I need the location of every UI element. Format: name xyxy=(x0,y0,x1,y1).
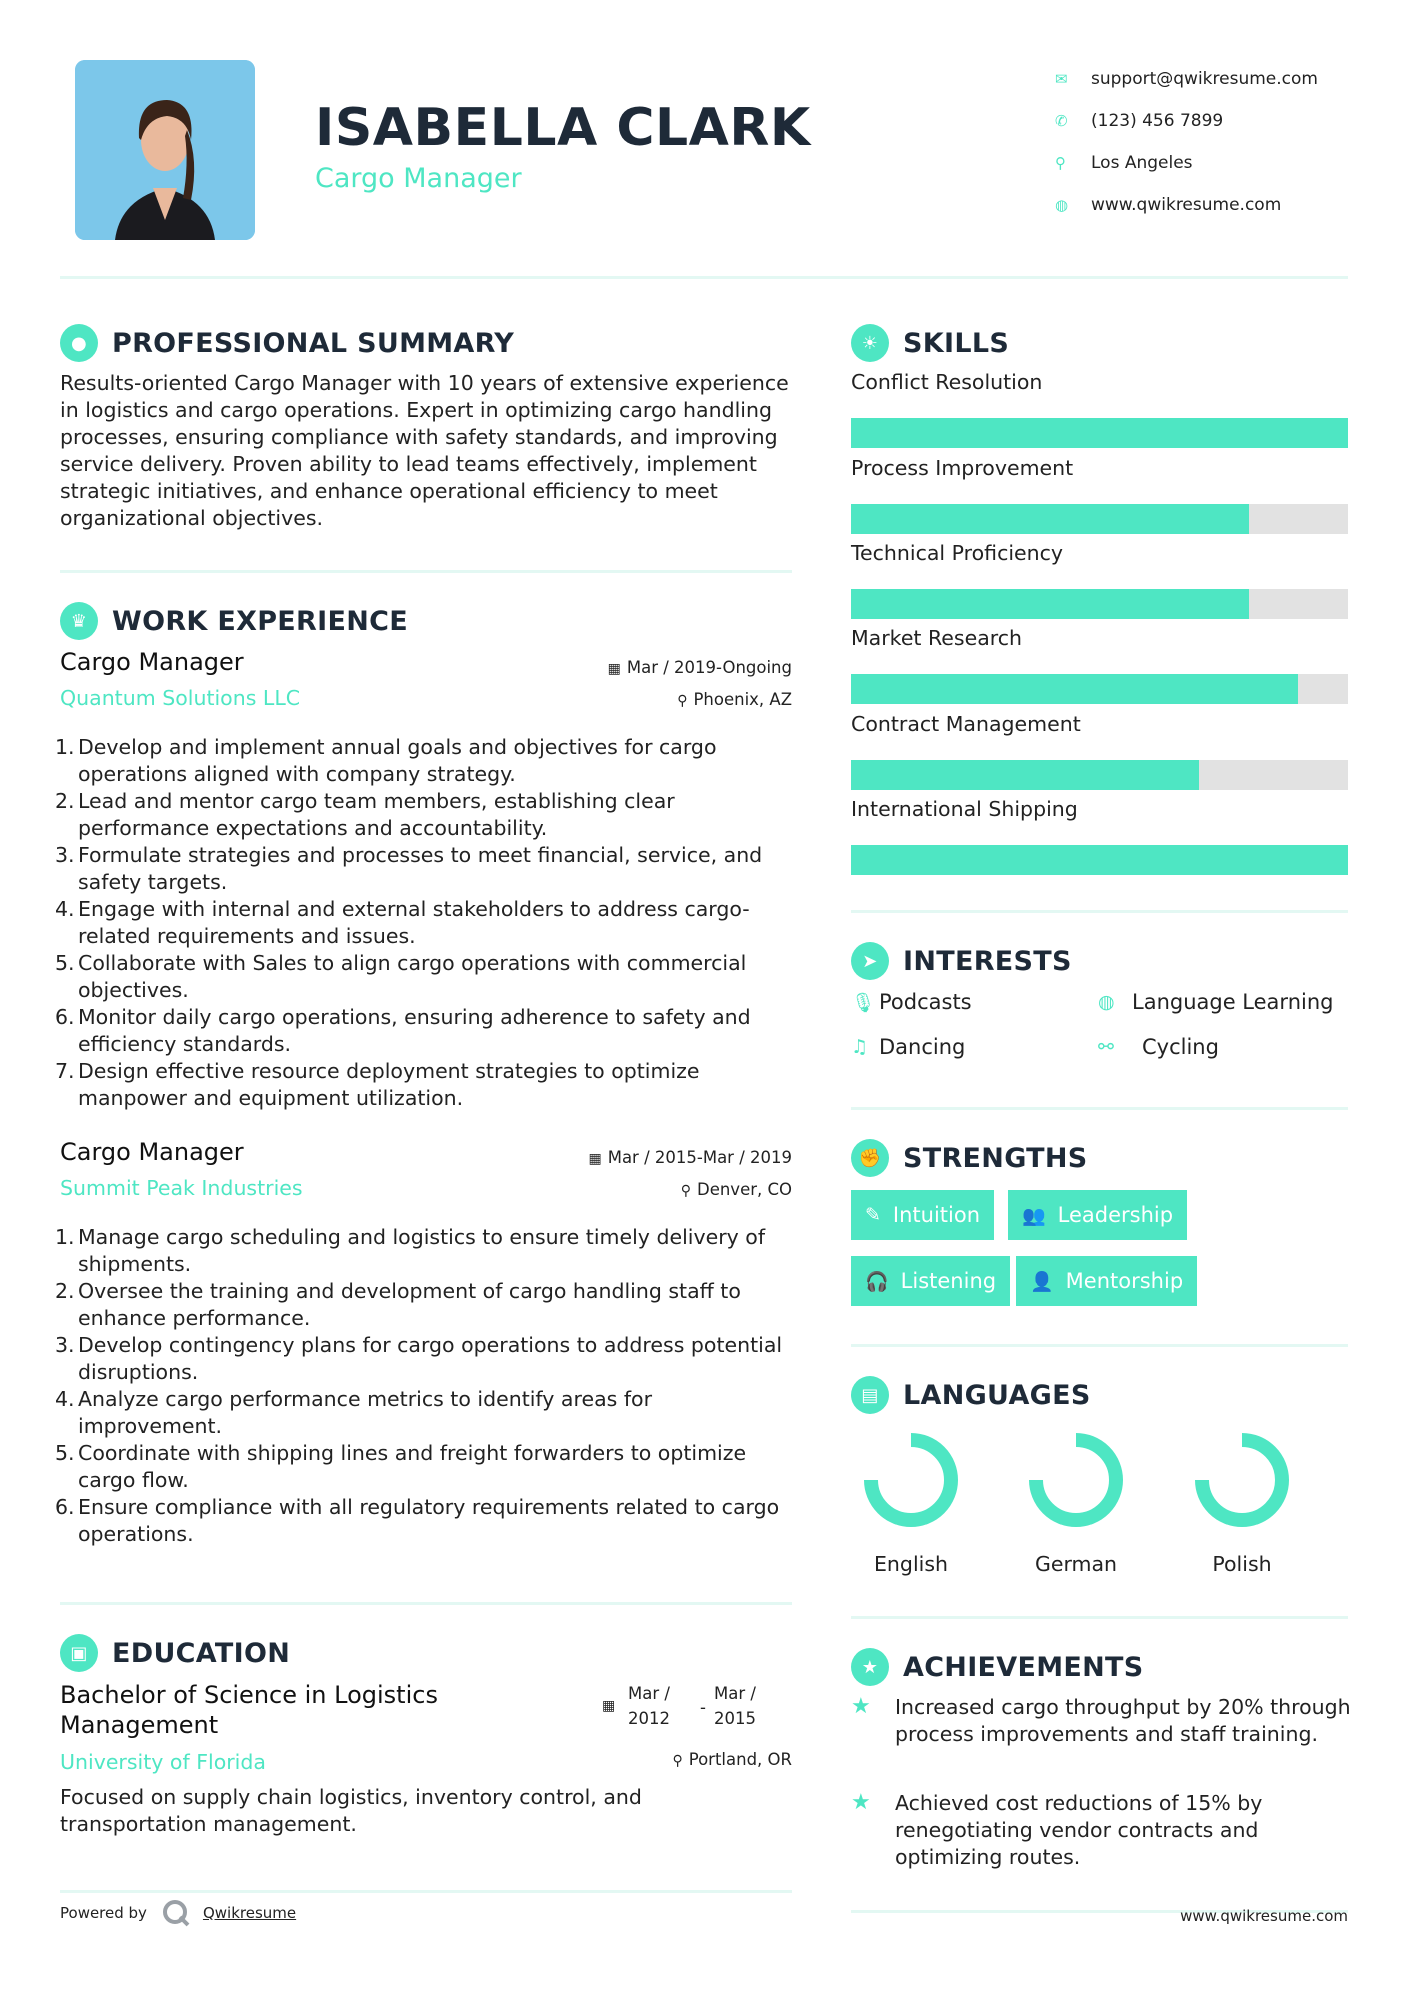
summary-heading-text: PROFESSIONAL SUMMARY xyxy=(112,327,515,359)
skill-bar-fill xyxy=(851,845,1348,875)
degree-line-2: Management xyxy=(60,1711,219,1739)
globe-icon: ◍ xyxy=(1098,991,1115,1013)
job-location: ⚲ Phoenix, AZ xyxy=(677,690,792,709)
users-icon: 👥 xyxy=(1022,1204,1046,1227)
star-badge-icon: ★ xyxy=(851,1648,889,1686)
header-divider xyxy=(60,276,1348,279)
pin-icon: ⚲ xyxy=(677,693,688,709)
duty-item: 4. Analyze cargo performance metrics to identify areas for improvement. xyxy=(55,1387,653,1438)
duty-item: 3. Formulate strategies and processes to meet financial, service, and safety targets. xyxy=(55,843,763,894)
duty-item: 5. Collaborate with Sales to align cargo operations with commercial objectives. xyxy=(55,951,747,1002)
lightbulb-icon: ☀ xyxy=(851,324,889,362)
education-divider xyxy=(60,1890,792,1893)
strength-chip: ✎ Intuition xyxy=(851,1190,994,1240)
languages-heading-text: LANGUAGES xyxy=(903,1379,1091,1411)
globe-icon: ◍ xyxy=(1055,196,1069,214)
language-item xyxy=(856,1430,966,1576)
strength-chip: 🎧 Listening xyxy=(851,1256,1010,1306)
school-name: University of Florida xyxy=(60,1750,266,1774)
language-ring xyxy=(861,1430,961,1530)
skill-bar xyxy=(851,589,1348,619)
contact-phone-text: (123) 456 7899 xyxy=(1091,111,1224,131)
languages-divider xyxy=(851,1616,1348,1619)
contact-email-text: support@qwikresume.com xyxy=(1091,69,1318,89)
candidate-title: Cargo Manager xyxy=(315,163,522,194)
skill-item xyxy=(851,456,1348,536)
job-company: Quantum Solutions LLC xyxy=(60,686,301,710)
footer-powered-by: Powered by Qwikresume xyxy=(60,1898,296,1928)
language-item xyxy=(1021,1430,1131,1576)
languages-heading xyxy=(851,1376,1091,1414)
strength-chip: 👤 Mentorship xyxy=(1016,1256,1197,1306)
duty-item: 4. Engage with internal and external stakeholders to address cargo-related requirements and issues. xyxy=(55,897,750,948)
music-note-icon: ♫ xyxy=(851,1036,869,1058)
contact-email[interactable] xyxy=(1055,58,1318,100)
skill-bar xyxy=(851,674,1348,704)
bicycle-icon: ⚯ xyxy=(1098,1036,1114,1058)
star-icon: ★ xyxy=(851,1790,871,1815)
job-company: Summit Peak Industries xyxy=(60,1176,303,1200)
fist-icon: ✊ xyxy=(851,1139,889,1177)
language-label: Polish xyxy=(1212,1552,1272,1576)
strengths-divider xyxy=(851,1344,1348,1347)
strengths-heading-text: STRENGTHS xyxy=(903,1142,1088,1174)
user-plus-icon: 👤 xyxy=(1030,1270,1054,1293)
interests-divider xyxy=(851,1107,1348,1110)
degree-line-1: Bachelor of Science in Logistics xyxy=(60,1681,438,1709)
strengths-heading xyxy=(851,1139,1088,1177)
job-location: ⚲ Denver, CO xyxy=(680,1180,792,1199)
duty-item: 1. Manage cargo scheduling and logistics to ensure timely delivery of shipments. xyxy=(55,1225,766,1276)
achievement-item: ★ Achieved cost reductions of 15% by renegotiating vendor contracts and optimizing routes. xyxy=(851,1790,1263,1869)
duty-item: 6. Ensure compliance with all regulatory requirements related to cargo operations. xyxy=(55,1495,780,1546)
job-title: Cargo Manager xyxy=(60,1138,244,1166)
contact-location xyxy=(1055,142,1318,184)
achievements-heading xyxy=(851,1648,1144,1686)
envelope-icon: ✉ xyxy=(1055,70,1068,88)
duty-item: 6. Monitor daily cargo operations, ensuring adherence to safety and efficiency standards. xyxy=(55,1005,751,1056)
contact-website-text: www.qwikresume.com xyxy=(1091,195,1282,215)
skill-bar-fill xyxy=(851,589,1249,619)
achievement-item: ★ Increased cargo throughput by 20% through process improvements and staff training. xyxy=(851,1694,1351,1746)
job-duties xyxy=(55,734,792,1112)
profile-photo xyxy=(75,60,255,240)
interests-heading-text: INTERESTS xyxy=(903,945,1072,977)
skill-label: Process Improvement xyxy=(851,456,1074,480)
qwikresume-logo-icon xyxy=(161,1898,191,1928)
skill-item xyxy=(851,797,1348,877)
contact-location-text: Los Angeles xyxy=(1091,153,1193,173)
footer-website[interactable]: www.qwikresume.com xyxy=(1180,1907,1348,1925)
job-title: Cargo Manager xyxy=(60,648,244,676)
language-icon: ▤ xyxy=(851,1376,889,1414)
skill-item xyxy=(851,626,1348,706)
duty-item: 2. Oversee the training and development of cargo handling staff to enhance performance. xyxy=(55,1279,741,1330)
skill-bar xyxy=(851,845,1348,875)
candidate-name: ISABELLA CLARK xyxy=(315,98,811,158)
education-heading-text: EDUCATION xyxy=(112,1637,291,1669)
summary-text: Results-oriented Cargo Manager with 10 years of extensive experience in logistics and cargo operations. Expert in optimizing cargo handling processes, ensuring compliance with safety standards, and improving service delivery. Proven ability to lead teams effectively, implement strategic initiatives, and enhance operational efficiency to meet organizational objectives. xyxy=(60,371,789,530)
calendar-icon: ▦ xyxy=(588,1151,602,1167)
education-entry xyxy=(60,1680,792,1860)
microphone-icon: 🎙 xyxy=(851,991,876,1014)
language-label: English xyxy=(873,1552,949,1576)
contact-list xyxy=(1055,58,1318,226)
experience-heading xyxy=(60,602,408,640)
calendar-icon: ▦ xyxy=(602,1698,616,1714)
education-heading xyxy=(60,1634,290,1672)
calendar-icon: ▦ xyxy=(607,661,621,677)
language-ring xyxy=(1192,1430,1292,1530)
pin-icon: ⚲ xyxy=(680,1183,691,1199)
graduation-icon: ▣ xyxy=(60,1634,98,1672)
magic-wand-icon: ✎ xyxy=(865,1204,881,1226)
user-icon: ● xyxy=(60,324,98,362)
skill-item xyxy=(851,712,1348,792)
experience-heading-text: WORK EXPERIENCE xyxy=(112,605,408,637)
skills-heading-text: SKILLS xyxy=(903,327,1010,359)
experience-divider xyxy=(60,1602,792,1605)
interest-item: ⚯ Cycling xyxy=(1098,1035,1219,1059)
location-pin-icon: ⚲ xyxy=(1055,154,1066,172)
skill-bar xyxy=(851,418,1348,448)
star-icon: ★ xyxy=(851,1694,871,1719)
skill-bar xyxy=(851,760,1348,790)
skill-label: Contract Management xyxy=(851,712,1081,736)
skill-bar-fill xyxy=(851,418,1348,448)
job-dates: ▦ Mar / 2019-Ongoing xyxy=(607,658,792,677)
skill-item xyxy=(851,541,1348,621)
skill-label: International Shipping xyxy=(851,797,1078,821)
skill-item xyxy=(851,370,1348,450)
job-duties xyxy=(55,1224,792,1548)
skill-bar xyxy=(851,504,1348,534)
duty-item: 7. Design effective resource deployment strategies to optimize manpower and equipment utilization. xyxy=(55,1059,700,1110)
education-description: Focused on supply chain logistics, inventory control, and transportation management. xyxy=(60,1785,642,1836)
skill-bar-fill xyxy=(851,674,1298,704)
interest-item: ♫ Dancing xyxy=(851,1035,966,1059)
skill-bar-fill xyxy=(851,760,1199,790)
duty-item: 1. Develop and implement annual goals and objectives for cargo operations aligned with company strategy. xyxy=(55,735,717,786)
pin-icon: ⚲ xyxy=(672,1753,683,1769)
paper-plane-icon: ➤ xyxy=(851,942,889,980)
briefcase-icon: ♛ xyxy=(60,602,98,640)
skills-divider xyxy=(851,910,1348,913)
job-entry xyxy=(55,648,792,1110)
interest-item: 🎙 Podcasts xyxy=(851,990,972,1014)
achievements-heading-text: ACHIEVEMENTS xyxy=(903,1651,1144,1683)
brand-link[interactable]: Qwikresume xyxy=(202,1904,297,1922)
interest-item: ◍ Language Learning xyxy=(1098,990,1334,1014)
language-label: German xyxy=(1034,1552,1118,1576)
contact-phone[interactable] xyxy=(1055,100,1318,142)
summary-heading xyxy=(60,324,514,362)
headphones-icon: 🎧 xyxy=(865,1270,889,1293)
language-ring xyxy=(1026,1430,1126,1530)
contact-website[interactable] xyxy=(1055,184,1318,226)
skill-label: Technical Proficiency xyxy=(851,541,1064,565)
duty-item: 3. Develop contingency plans for cargo operations to address potential disruptions. xyxy=(55,1333,783,1384)
skill-label: Market Research xyxy=(851,626,1023,650)
duty-item: 5. Coordinate with shipping lines and freight forwarders to optimize cargo flow. xyxy=(55,1441,747,1492)
education-location: ⚲ Portland, OR xyxy=(672,1750,792,1769)
skill-bar-fill xyxy=(851,504,1249,534)
summary-divider xyxy=(60,570,792,573)
skills-heading xyxy=(851,324,1009,362)
strength-chip: 👥 Leadership xyxy=(1008,1190,1187,1240)
language-item xyxy=(1187,1430,1297,1576)
education-dates: ▦ Mar / 2012 - Mar / 2015 xyxy=(602,1684,756,1728)
duty-item: 2. Lead and mentor cargo team members, establishing clear performance expectations and accountability. xyxy=(55,789,675,840)
interests-heading xyxy=(851,942,1072,980)
job-dates: ▦ Mar / 2015-Mar / 2019 xyxy=(588,1148,792,1167)
skill-label: Conflict Resolution xyxy=(851,370,1043,394)
job-entry xyxy=(55,1138,792,1558)
phone-icon: ✆ xyxy=(1055,112,1068,130)
